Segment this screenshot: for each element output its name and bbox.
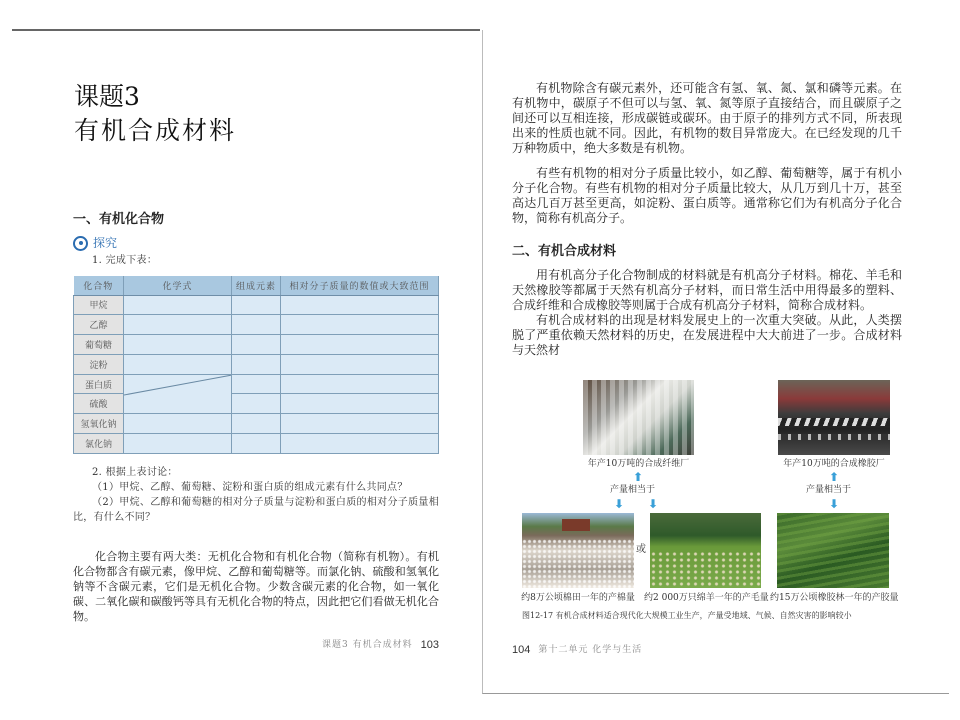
table-cell[interactable] (281, 374, 439, 394)
lesson-title: 有机合成材料 (74, 116, 237, 145)
table-cell[interactable] (281, 394, 439, 414)
figure-caption: 图12-17 有机合成材料适合现代化大规模工业生产，产量受地域、气候、自然灾害的影响较小 (522, 611, 852, 620)
page-number: 104 (512, 644, 531, 656)
table-cell[interactable] (232, 354, 281, 374)
table-cell[interactable] (232, 315, 281, 335)
table-cell[interactable] (124, 414, 232, 434)
table-cell[interactable] (232, 414, 281, 434)
compound-table (73, 276, 439, 454)
arrow-down-icon: ⬇ (614, 497, 625, 511)
sheep-pasture-photo (650, 513, 761, 588)
equivalent-label: 产量相当于 (610, 485, 656, 495)
question-1: （1）甲烷、乙醇、葡萄糖、淀粉和蛋白质的组成元素有什么共同点？ (92, 481, 408, 493)
table-cell[interactable] (281, 414, 439, 434)
rubber-factory-photo (778, 380, 890, 455)
compound-name: 氯化钠 (74, 434, 124, 454)
forest-caption: 约15万公顷橡胶林一年的产胶量 (770, 593, 899, 603)
paragraph-2: 有些有机物的相对分子质量比较小，如乙醇、葡萄糖等，属于有机小分子化合物。有些有机物的相对分子质量比较大，从几万到几十万，甚至高达几百万甚至更高，如淀粉、蛋白质等。通常称它们为有机高分子化合物，简称有机高分子。 (512, 166, 902, 225)
compound-name: 氢氧化钠 (74, 414, 124, 434)
table-row (74, 335, 439, 355)
table-cell[interactable] (124, 335, 232, 355)
table-cell[interactable] (232, 295, 281, 315)
table-cell[interactable] (232, 335, 281, 355)
diagonal-line (124, 375, 232, 414)
table-row (74, 295, 439, 315)
table-header: 相对分子质量的数值或大致范围 (281, 276, 439, 295)
table-row (74, 354, 439, 374)
right-page-content (512, 81, 902, 657)
table-cell[interactable] (281, 335, 439, 355)
task1: 1. 完成下表： (92, 255, 158, 266)
compound-name: 蛋白质 (74, 374, 124, 394)
explore-label (73, 235, 439, 251)
arrow-down-icon: ⬇ (829, 497, 840, 511)
table-header: 化学式 (124, 276, 232, 295)
table-row (74, 434, 439, 454)
page-footer-text: 课题3 有机合成材料 (322, 639, 413, 650)
compound-name: 甲烷 (74, 295, 124, 315)
left-page-content (73, 212, 439, 652)
table-cell[interactable] (281, 295, 439, 315)
merged-cell[interactable] (124, 374, 232, 414)
cotton-caption: 约8万公顷棉田一年的产棉量 (521, 593, 635, 603)
arrow-down-icon: ⬇ (648, 497, 659, 511)
sheep-caption: 约2 000万只绵羊一年的产毛量 (644, 593, 769, 603)
table-row (74, 374, 439, 394)
compound-name: 乙醇 (74, 315, 124, 335)
body-paragraph: 化合物主要有两大类：无机化合物和有机化合物（简称有机物）。有机化合物都含有碳元素，像甲烷、乙醇和葡萄糖等。而氯化钠、硫酸和氢氧化钠等不含碳元素，它们是无机化合物。少数含碳元素的化合物，如一氧化碳、二氧化碳和碳酸钙等具有无机化合物的特点，因此把它们看做无机化合物。 (73, 549, 439, 623)
right-footer (512, 643, 902, 657)
page-number: 103 (420, 638, 439, 651)
compound-name: 葡萄糖 (74, 335, 124, 355)
equivalent-label: 产量相当于 (806, 485, 852, 495)
page-top-rule (12, 29, 480, 31)
table-row (74, 414, 439, 434)
left-footer (73, 638, 439, 652)
table-cell[interactable] (232, 394, 281, 414)
table-header: 组成元素 (232, 276, 281, 295)
cotton-field-photo (522, 513, 634, 588)
table-header: 化合物 (74, 276, 124, 295)
or-label: 或 (636, 544, 646, 555)
table-cell[interactable] (232, 434, 281, 454)
table-row (74, 315, 439, 335)
table-cell[interactable] (281, 434, 439, 454)
arrow-up-icon: ⬆ (829, 470, 840, 484)
rubber-caption: 年产10万吨的合成橡胶厂 (783, 459, 885, 469)
fiber-factory-photo (583, 380, 694, 455)
paragraph-4: 有机合成材料的出现是材料发展史上的一次重大突破。从此，人类摆脱了严重依赖天然材料的历史，在发展进程中大大前进了一步。合成材料与天然材 (512, 313, 902, 357)
table-cell[interactable] (124, 315, 232, 335)
question-2: （2）甲烷、乙醇和葡萄糖的相对分子质量与淀粉和蛋白质的相对分子质量相比，有什么不同？ (73, 496, 439, 523)
section1-heading: 一、有机化合物 (73, 212, 165, 227)
figure-12-17 (512, 380, 902, 625)
explore-text: 探究 (93, 236, 118, 250)
table-cell[interactable] (281, 315, 439, 335)
compound-name: 淀粉 (74, 354, 124, 374)
fiber-caption: 年产10万吨的合成纤维厂 (587, 459, 690, 469)
table-cell[interactable] (124, 354, 232, 374)
table-cell[interactable] (124, 295, 232, 315)
compound-name: 硫酸 (74, 394, 124, 414)
task2: 2. 根据上表讨论： (92, 466, 178, 478)
section2-heading: 二、有机合成材料 (512, 244, 617, 259)
table-cell[interactable] (281, 354, 439, 374)
paragraph-3: 用有机高分子化合物制成的材料就是有机高分子材料。棉花、羊毛和天然橡胶等都属于天然有机高分子材料，而日常生活中用得最多的塑料、合成纤维和合成橡胶等则属于合成有机高分子材料，简称合成材料。 (512, 268, 902, 312)
page-footer-text: 第十二单元 化学与生活 (538, 645, 643, 655)
table-cell[interactable] (232, 374, 281, 394)
explore-icon (73, 236, 88, 251)
arrow-up-icon: ⬆ (633, 470, 644, 484)
rubber-forest-photo (777, 513, 889, 588)
paragraph-1: 有机物除含有碳元素外，还可能含有氢、氧、氮、氯和磷等元素。在有机物中，碳原子不但可以与氢、氧、氮等原子直接结合，而且碳原子之间还可以互相连接，形成碳链或碳环。由于原子的排列方式不同，所表现出来的性质也就不同。因此，有机物的数目异常庞大。在已经发现的几千万种物质中，绝大多数是有机物。 (512, 81, 902, 155)
lesson-label: 课题3 (74, 82, 140, 111)
table-cell[interactable] (124, 434, 232, 454)
